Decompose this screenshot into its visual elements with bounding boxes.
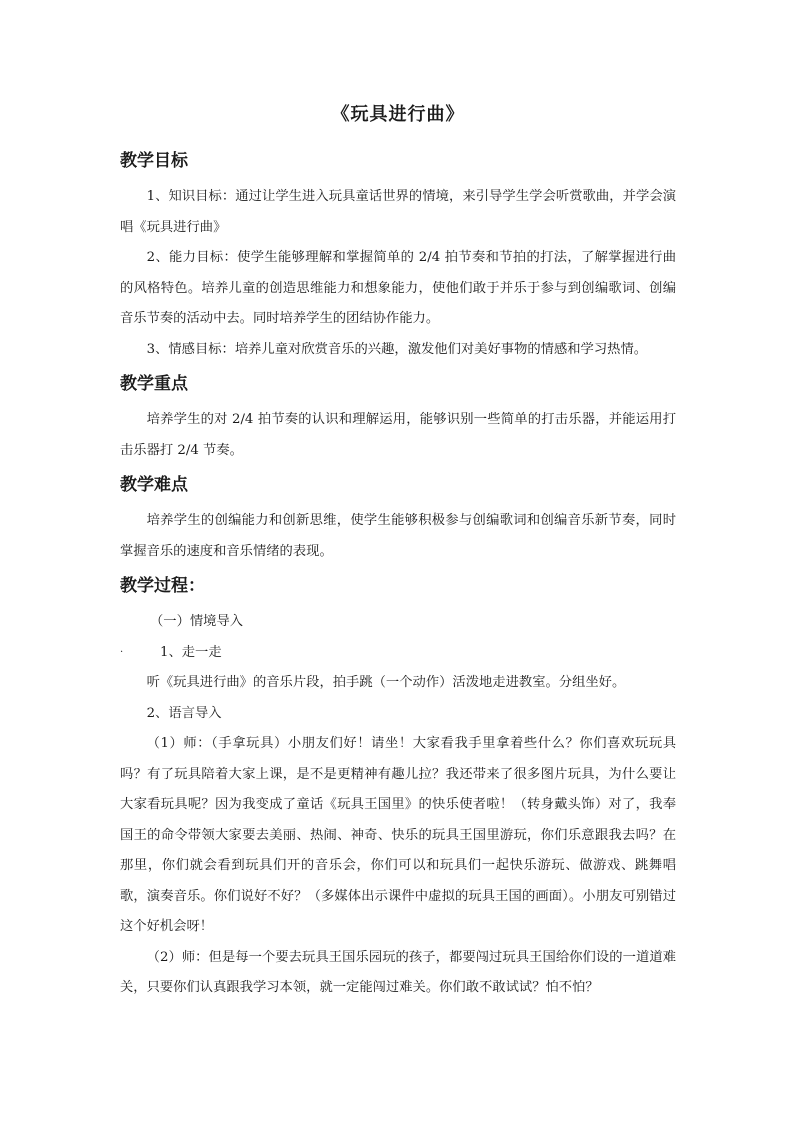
paragraph-emotion-objective: 3、情感目标：培养儿童对欣赏音乐的兴趣，激发他们对美好事物的情感和学习热情。	[146, 341, 648, 357]
paragraph-difficulties: 培养学生的创编能力和创新思维，使学生能够积极参与创编歌词和创编音乐新节奏，同时掌握音乐的速度和音乐情绪的表现。	[120, 513, 676, 559]
paragraph-knowledge-objective: 1、知识目标：通过让学生进入玩具童话世界的情境，来引导学生学会听赏歌曲，并学会演唱《玩具进行曲》	[120, 189, 676, 235]
process-paragraph-1: （1）师：（手拿玩具）小朋友们好！请坐！大家看我手里拿着些什么？你们喜欢玩玩具吗？有了玩具陪着大家上课，是不是更精神有趣儿拉？我还带来了很多图片玩具，为什么要让大家看玩具呢？因为我变成了童话《玩具王国里》的快乐使者啦！（转身戴头饰）对了，我奉国王的命令带领大家要去美丽、热闹、神奇、快乐的玩具王国里游玩，你们乐意跟我去吗？在那里，你们就会看到玩具们开的音乐会，你们可以和玩具们一起快乐游玩、做游戏、跳舞唱歌，演奏音乐。你们说好不好？（多媒体出示课件中虚拟的玩具王国的画面）。小朋友可别错过这个好机会呀！	[120, 736, 676, 934]
paragraph-keypoints: 培养学生的对 2/4 拍节奏的认识和理解运用，能够识别一些简单的打击乐器，并能运用打击乐器打 2/4 节奏。	[120, 412, 676, 458]
process-step-walk-text: 听《玩具进行曲》的音乐片段，拍手跳（一个动作）活泼地走进教室。分组坐好。	[146, 675, 626, 690]
process-paragraph-2: （2）师：但是每一个要去玩具王国乐园玩的孩子，都要闯过玩具王国给你们设的一道道难关，只要你们认真跟我学习本领，就一定能闯过难关。你们敢不敢试试？怕不怕？	[120, 949, 676, 995]
section-heading-difficulties: 教学难点	[120, 475, 188, 495]
document-title: 《玩具进行曲》	[331, 104, 465, 125]
section-heading-objectives: 教学目标	[120, 151, 188, 171]
document-page	[120, 100, 676, 1004]
section-heading-process: 教学过程：	[120, 576, 205, 596]
section-heading-keypoints: 教学重点	[120, 374, 188, 394]
process-step-walk	[120, 638, 676, 669]
process-step-language: 2、语言导入	[146, 705, 222, 721]
process-step-intro: （一）情境导入	[150, 614, 244, 629]
list-bullet: ·	[120, 646, 124, 658]
paragraph-ability-objective: 2、能力目标：使学生能够理解和掌握简单的 2/4 拍节奏和节拍的打法，了解掌握进行曲的风格特色。培养儿童的创造思维能力和想象能力，使他们敢于并乐于参与到创编歌词、创编音乐节奏的活动中去。同时培养学生的团结协作能力。	[120, 250, 676, 326]
process-step-walk-label: 1、走一走	[160, 644, 222, 660]
